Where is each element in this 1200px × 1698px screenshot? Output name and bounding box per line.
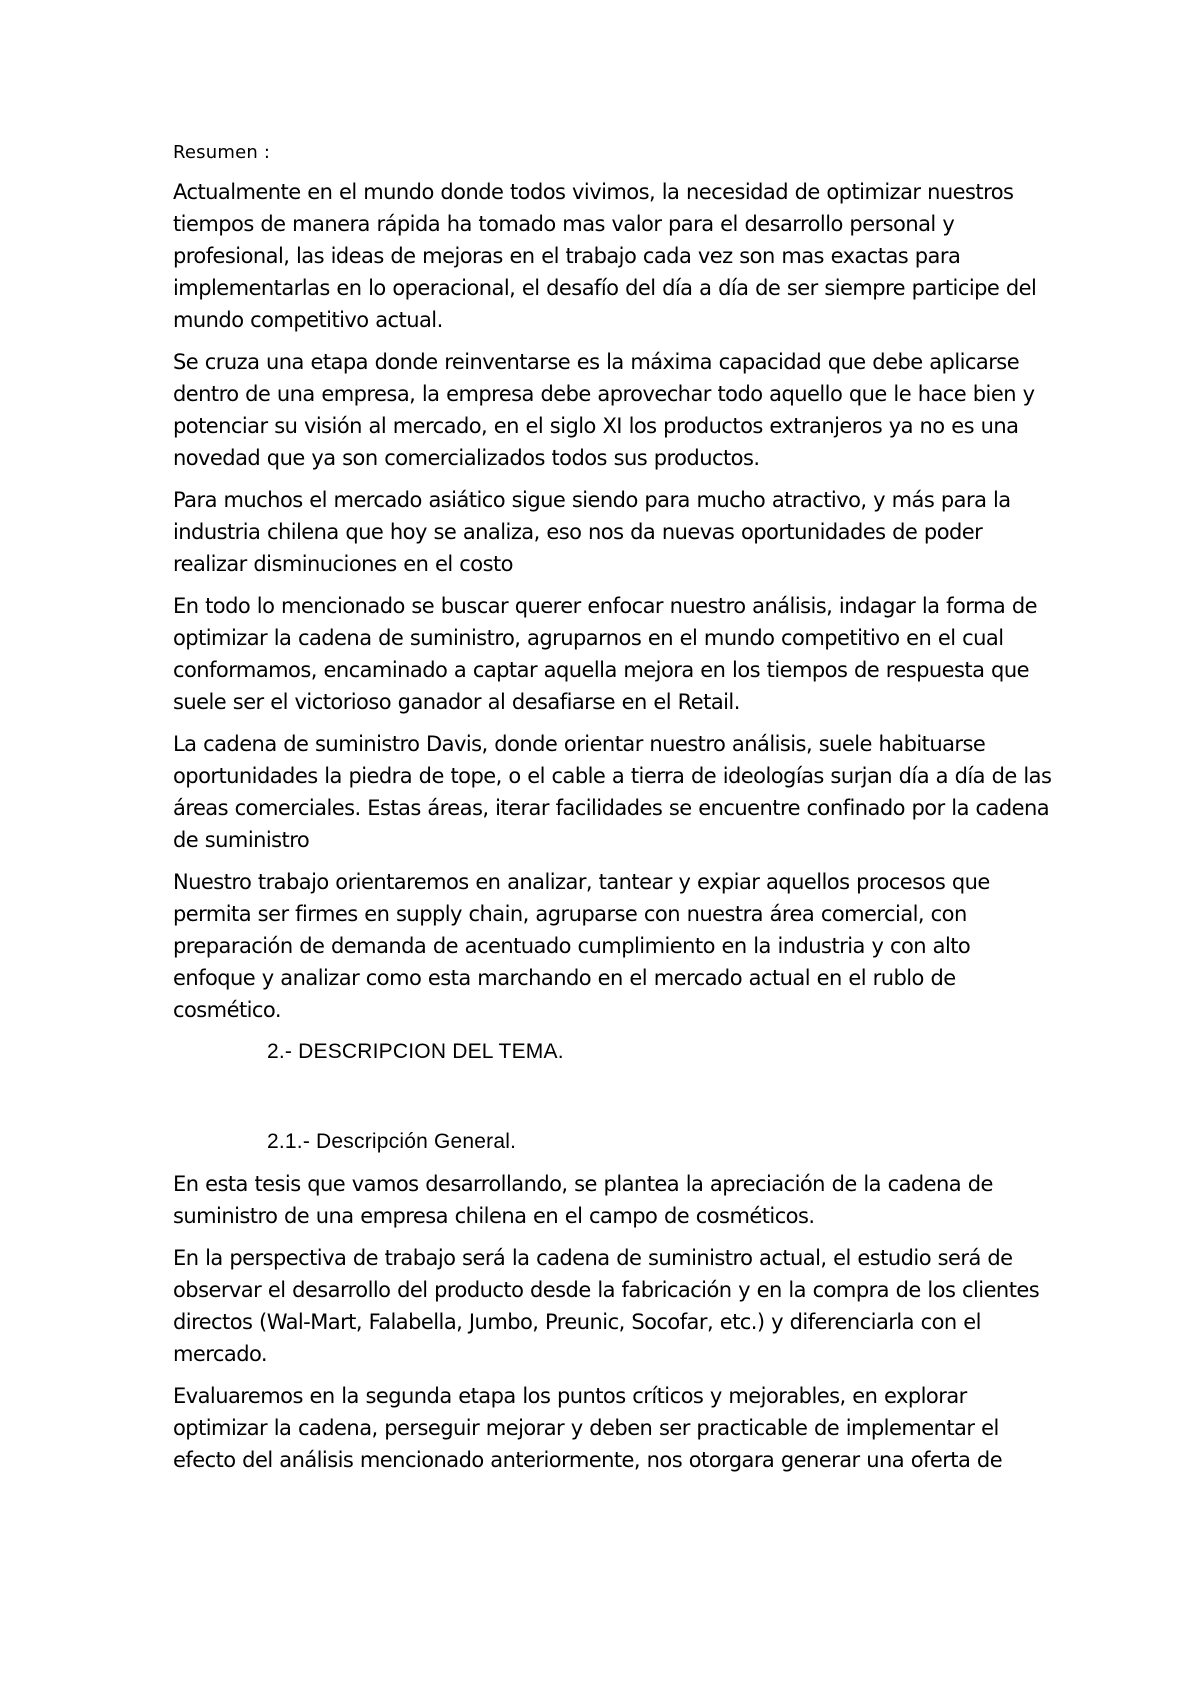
subsection-heading: 2.1.- Descripción General. [267,1130,517,1153]
paragraph: En esta tesis que vamos desarrollando, se plantea la apreciación de la cadena de suministro de una empresa chilena en el campo de cosméticos. [173,1172,993,1228]
document-body [173,140,1053,1486]
section-heading: 2.- DESCRIPCION DEL TEMA. [267,1040,564,1063]
paragraph: En todo lo mencionado se buscar querer enfocar nuestro análisis, indagar la forma de optimizar la cadena de suministro, agruparnos en el mundo competitivo en el cual conformamos, encaminado a captar aquella mejora en los tiempos de respuesta que suele ser el victorioso ganador al desafiarse en el Retail. [173,594,1037,714]
paragraph: Se cruza una etapa donde reinventarse es la máxima capacidad que debe aplicarse dentro de una empresa, la empresa debe aprovechar todo aquello que le hace bien y potenciar su visión al mercado, en el siglo XI los productos extranjeros ya no es una novedad que ya son comercializados todos sus productos. [173,350,1035,470]
paragraph: Para muchos el mercado asiático sigue siendo para mucho atractivo, y más para la industria chilena que hoy se analiza, eso nos da nuevas oportunidades de poder realizar disminuciones en el costo [173,488,1011,576]
paragraph: La cadena de suministro Davis, donde orientar nuestro análisis, suele habituarse oportunidades la piedra de tope, o el cable a tierra de ideologías surjan día a día de las áreas comerciales. Estas áreas, iterar facilidades se encuentre confinado por la cadena de suministro [173,732,1052,852]
paragraph: Evaluaremos en la segunda etapa los puntos críticos y mejorables, en explorar optimizar la cadena, perseguir mejorar y deben ser practicable de implementar el efecto del análisis mencionado anteriormente, nos otorgara generar una oferta de [173,1384,1003,1472]
summary-label: Resumen : [173,142,271,163]
paragraph: Actualmente en el mundo donde todos vivimos, la necesidad de optimizar nuestros tiempos de manera rápida ha tomado mas valor para el desarrollo personal y profesional, las ideas de mejoras en el trabajo cada vez son mas exactas para implementarlas en lo operacional, el desafío del día a día de ser siempre participe del mundo competitivo actual. [173,180,1037,332]
paragraph: Nuestro trabajo orientaremos en analizar, tantear y expiar aquellos procesos que permita ser firmes en supply chain, agruparse con nuestra área comercial, con preparación de demanda de acentuado cumplimiento en la industria y con alto enfoque y analizar como esta marchando en el mercado actual en el rublo de cosmético. [173,870,990,1022]
paragraph: En la perspectiva de trabajo será la cadena de suministro actual, el estudio será de observar el desarrollo del producto desde la fabricación y en la compra de los clientes directos (Wal-Mart, Falabella, Jumbo, Preunic, Socofar, etc.) y diferenciarla con el mercado. [173,1246,1040,1366]
